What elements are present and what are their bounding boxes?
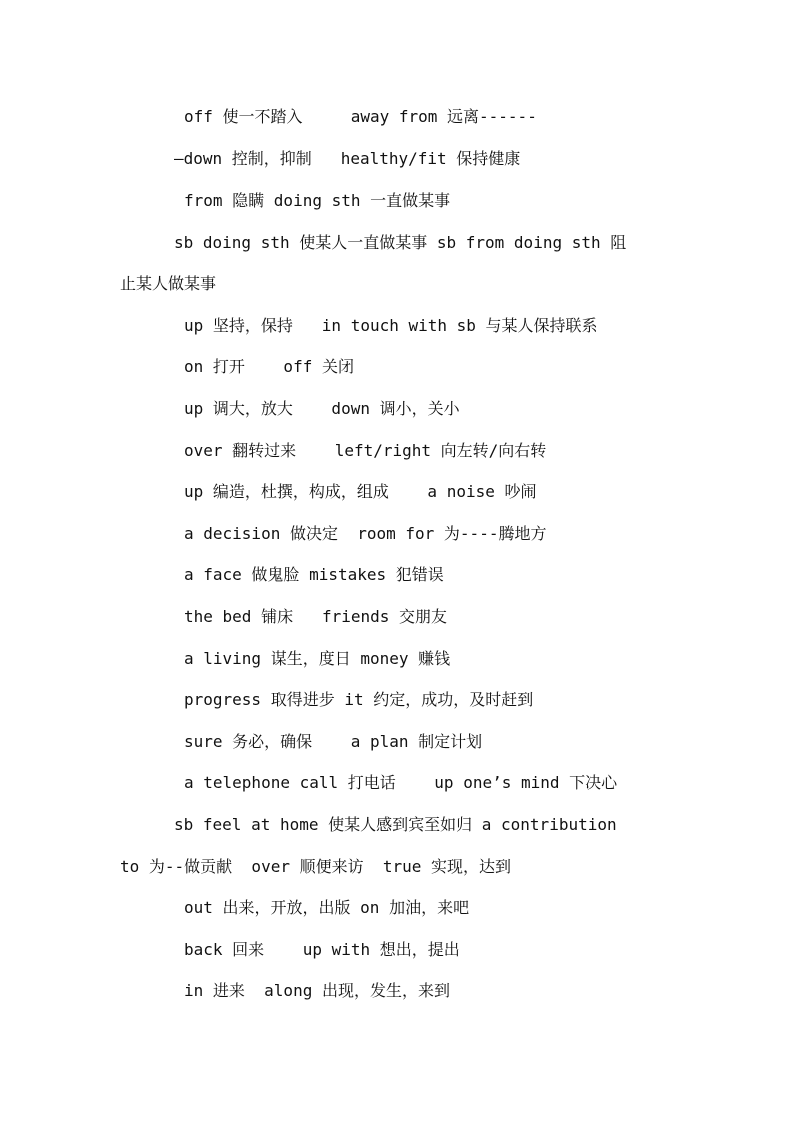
text-line-8: up 调大，放大 down 调小，关小 (184, 399, 460, 418)
text-line-17: a telephone call 打电话 up one’s mind 下决心 (184, 773, 618, 792)
text-line-19: to 为--做贡献 over 顺便来访 true 实现，达到 (120, 857, 512, 876)
text-line-10: up 编造，杜撰，构成，组成 a noise 吵闹 (184, 482, 537, 501)
text-line-11: a decision 做决定 room for 为----腾地方 (184, 524, 547, 543)
text-line-4: sb doing sth 使某人一直做某事 sb from doing sth 阻 (174, 233, 627, 252)
text-line-22: in 进来 along 出现，发生，来到 (184, 981, 450, 1000)
text-line-20: out 出来，开放，出版 on 加油，来吧 (184, 898, 470, 917)
text-line-21: back 回来 up with 想出，提出 (184, 940, 460, 959)
text-line-9: over 翻转过来 left/right 向左转/向右转 (184, 441, 547, 460)
text-line-1: off 使一不踏入 away from 远离------ (184, 107, 537, 126)
text-line-18: sb feel at home 使某人感到宾至如归 a contribution (174, 815, 617, 834)
text-line-3: from 隐瞒 doing sth 一直做某事 (184, 191, 451, 210)
text-line-15: progress 取得进步 it 约定，成功，及时赶到 (184, 690, 534, 709)
text-line-13: the bed 铺床 friends 交朋友 (184, 607, 448, 626)
text-line-14: a living 谋生，度日 money 赚钱 (184, 649, 451, 668)
text-line-6: up 坚持，保持 in touch with sb 与某人保持联系 (184, 316, 598, 335)
text-line-16: sure 务必，确保 a plan 制定计划 (184, 732, 483, 751)
text-line-12: a face 做鬼脸 mistakes 犯错误 (184, 565, 444, 584)
text-line-2: —down 控制，抑制 healthy/fit 保持健康 (174, 149, 521, 168)
text-line-7: on 打开 off 关闭 (184, 357, 354, 376)
text-line-5: 止某人做某事 (120, 274, 217, 293)
